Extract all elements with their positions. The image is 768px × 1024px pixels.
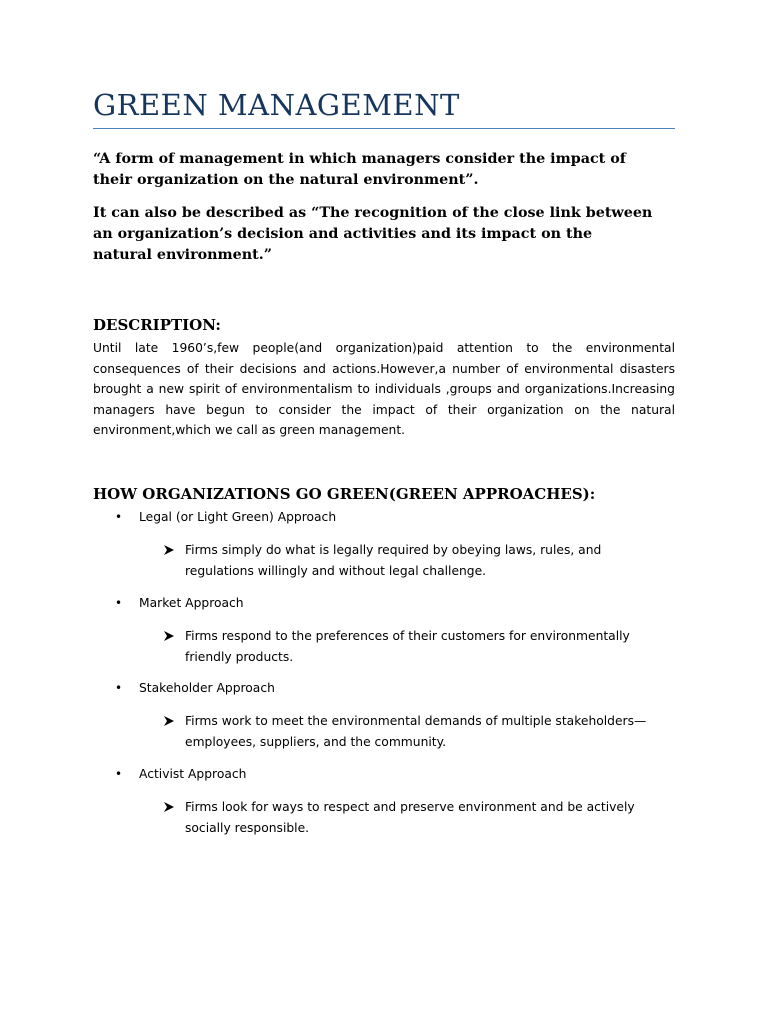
description-body: Until late 1960’s,few people(and organization)paid attention to the environmental consequences of their decisions and actions.However,a number of environmental disasters brought a new spirit of environmentalism to individuals ,groups and organizations.Increasing managers have begun to consider the impact of their organization on the natural environment,which we call as green management. bbox=[93, 341, 675, 437]
approach-detail: Firms simply do what is legally required by obeying laws, rules, and regulations willingly and without legal challenge. bbox=[185, 543, 602, 578]
arrowhead-right-icon bbox=[163, 715, 175, 727]
list-item bbox=[163, 797, 663, 838]
title-divider bbox=[93, 128, 675, 129]
bullet-dot-icon: • bbox=[115, 767, 123, 781]
bullet-dot-icon: • bbox=[115, 596, 123, 610]
approach-detail: Firms work to meet the environmental demands of multiple stakeholders—employees, suppliers, and the community. bbox=[185, 714, 647, 749]
list-item bbox=[115, 678, 275, 699]
arrowhead-right-icon bbox=[163, 544, 175, 556]
approach-label: Stakeholder Approach bbox=[139, 681, 275, 695]
approaches-heading: HOW ORGANIZATIONS GO GREEN(GREEN APPROACHES): bbox=[93, 485, 596, 503]
approach-label: Legal (or Light Green) Approach bbox=[139, 510, 337, 524]
list-item bbox=[115, 764, 246, 785]
definition-quote: “A form of management in which managers consider the impact of their organization on the natural environment”. bbox=[93, 151, 626, 188]
approach-detail: Firms respond to the preferences of their customers for environmentally friendly products. bbox=[185, 629, 630, 664]
arrowhead-right-icon bbox=[163, 801, 175, 813]
approach-label: Market Approach bbox=[139, 596, 244, 610]
page-title: GREEN MANAGEMENT bbox=[93, 88, 460, 122]
description-heading: DESCRIPTION: bbox=[93, 316, 221, 334]
list-item bbox=[163, 540, 663, 581]
list-item bbox=[163, 626, 663, 667]
approach-label: Activist Approach bbox=[139, 767, 247, 781]
arrowhead-right-icon bbox=[163, 630, 175, 642]
list-item bbox=[115, 507, 336, 528]
bullet-dot-icon: • bbox=[115, 681, 123, 695]
list-item bbox=[163, 711, 663, 752]
bullet-dot-icon: • bbox=[115, 510, 123, 524]
definition-alternate: It can also be described as “The recognition of the close link between an organization’s decision and activities and its impact on the natural environment.” bbox=[93, 205, 653, 263]
list-item bbox=[115, 593, 244, 614]
approach-detail: Firms look for ways to respect and preserve environment and be actively socially responsible. bbox=[185, 800, 635, 835]
